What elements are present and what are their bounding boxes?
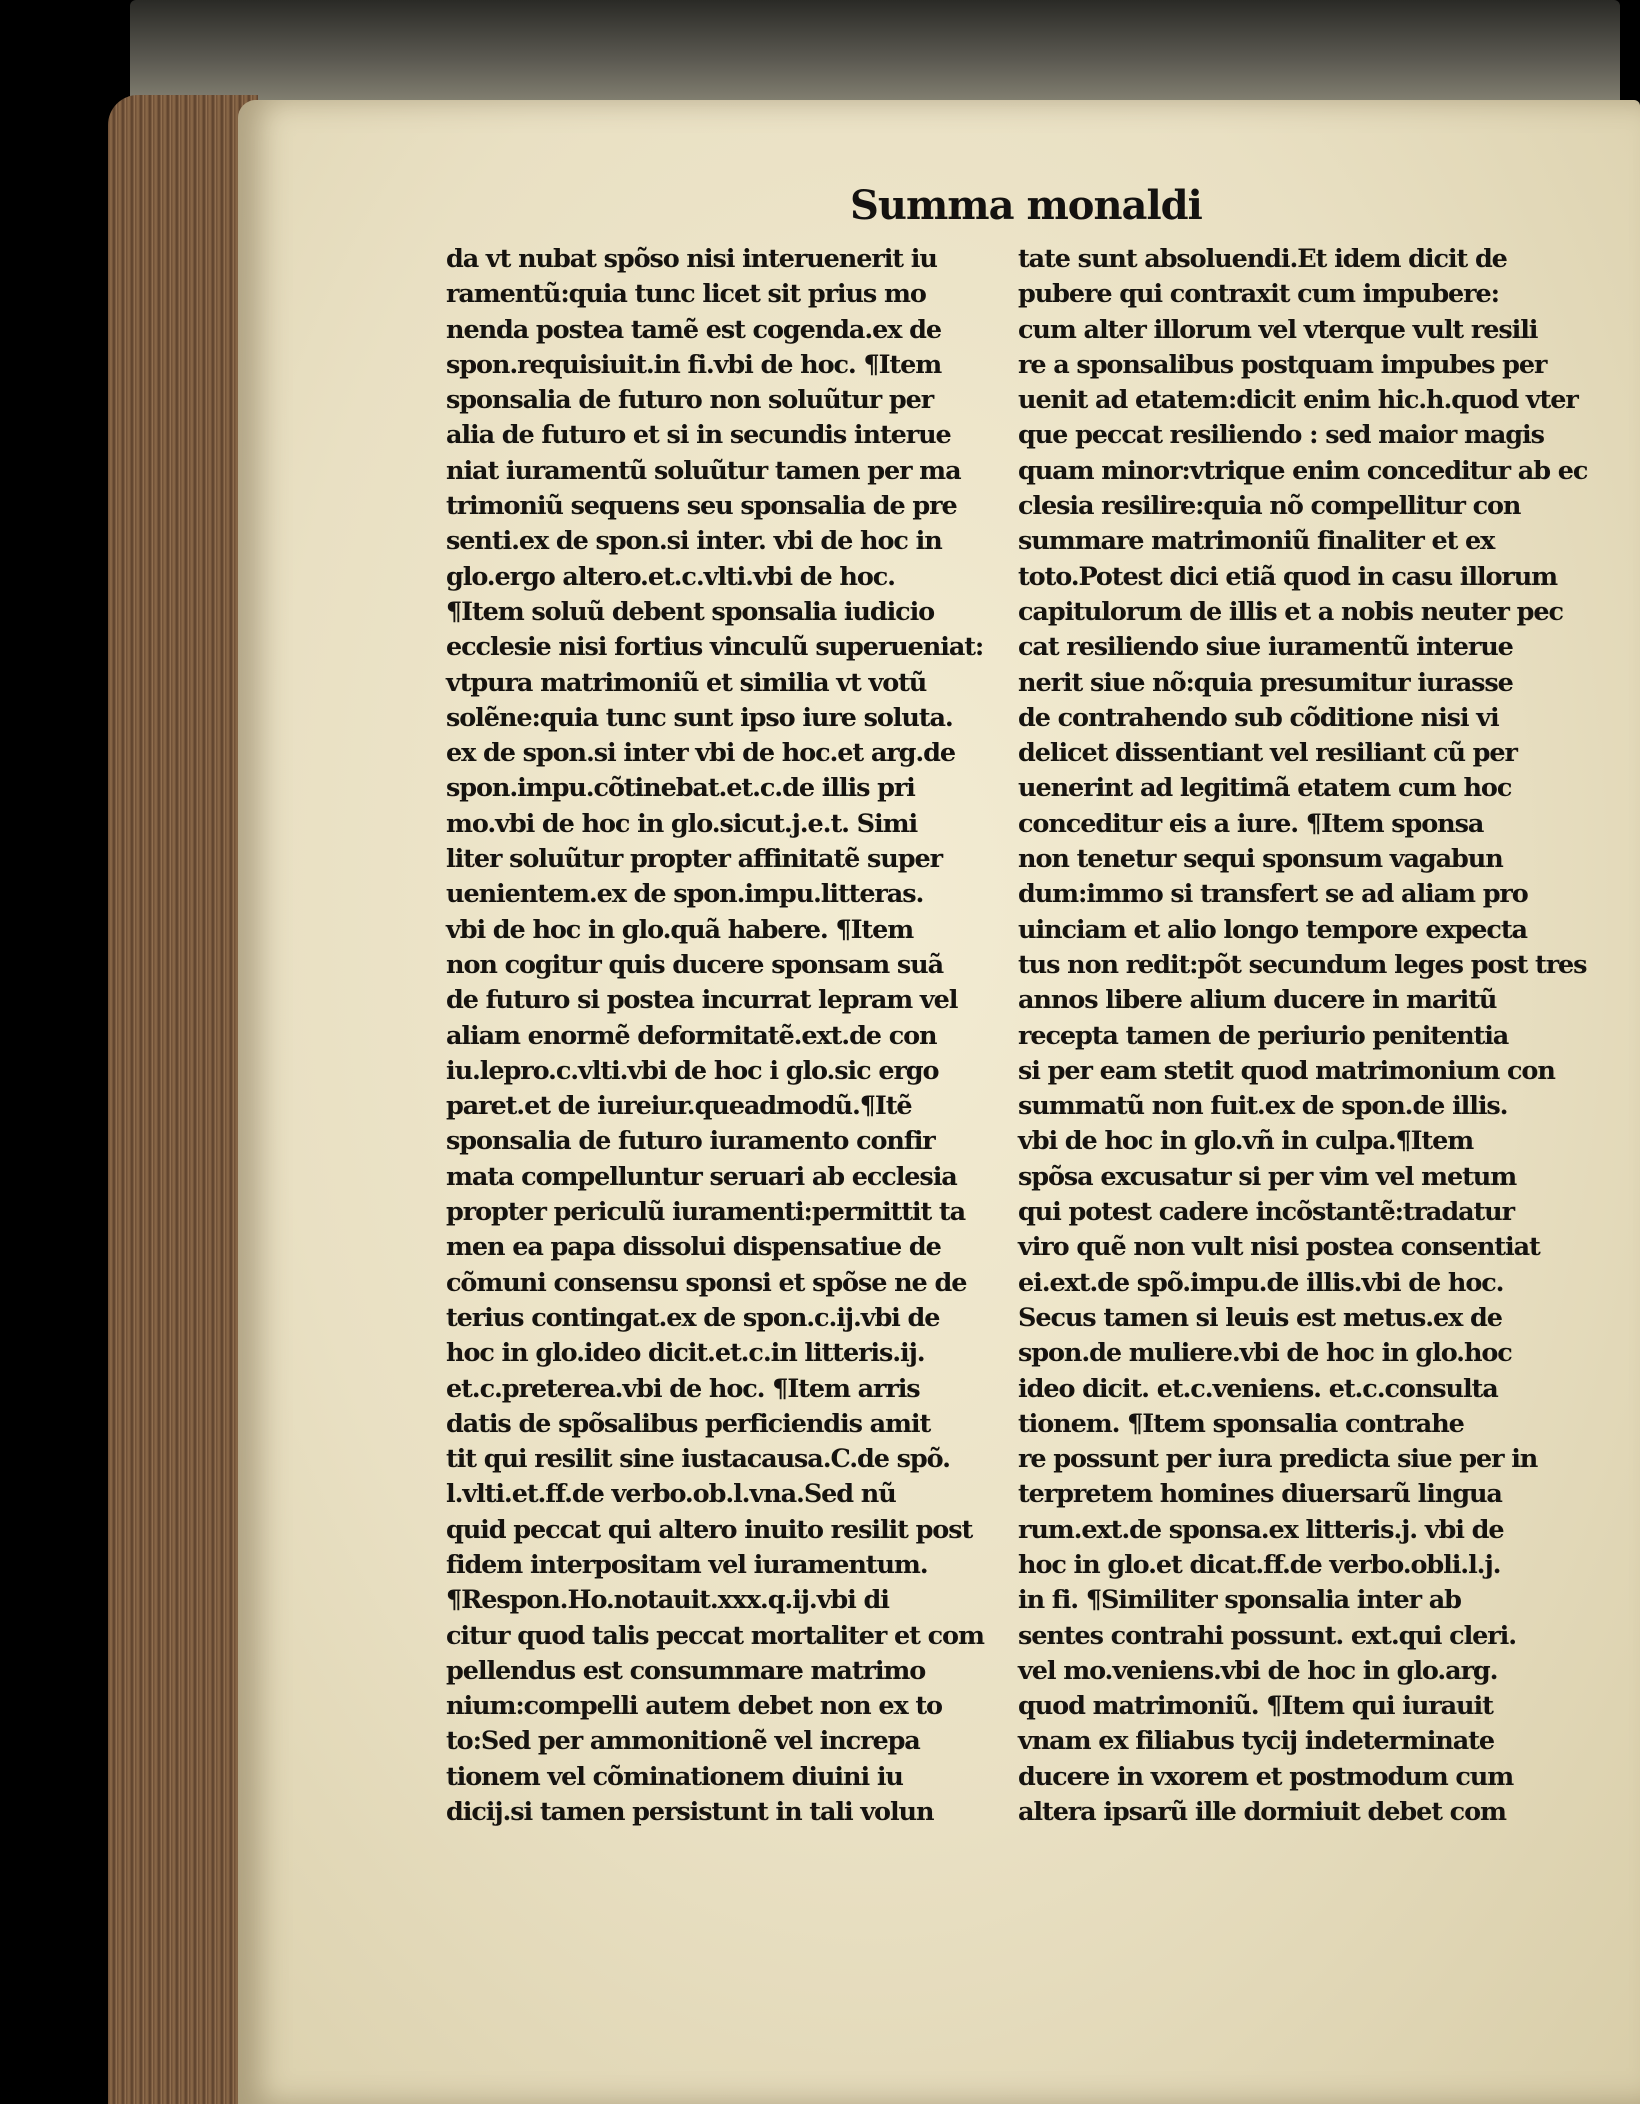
text-line: cat resiliendo siue iuramentũ interue — [1018, 632, 1513, 663]
text-line: solẽne:quia tunc sunt ipso iure soluta. — [446, 702, 953, 733]
right-text-column — [1018, 242, 1590, 1828]
text-line: de contrahendo sub cõditione nisi vi — [1018, 702, 1499, 733]
text-line: in fi. ¶Similiter sponsalia inter ab — [1018, 1585, 1461, 1616]
text-line: capitulorum de illis et a nobis neuter pec — [1018, 596, 1563, 627]
text-line: paret.et de iureiur.queadmodũ.¶Itẽ — [446, 1091, 912, 1122]
text-line: altera ipsarũ ille dormiuit debet com — [1018, 1797, 1506, 1828]
text-line: tionem vel cõminationem diuini iu — [446, 1761, 903, 1792]
text-line: l.vlti.et.ff.de verbo.ob.l.vna.Sed nũ — [446, 1479, 896, 1510]
text-line: uenit ad etatem:dicit enim hic.h.quod vter — [1018, 385, 1578, 416]
text-line: tit qui resilit sine iustacausa.C.de spõ. — [446, 1444, 950, 1475]
text-line: nerit siue nõ:quia presumitur iurasse — [1018, 667, 1513, 698]
text-line: to:Sed per ammonitionẽ vel increpa — [446, 1726, 920, 1757]
text-line: uenientem.ex de spon.impu.litteras. — [446, 879, 924, 910]
text-line: men ea papa dissolui dispensatiue de — [446, 1232, 941, 1263]
text-line: summare matrimoniũ finaliter et ex — [1018, 526, 1495, 557]
text-line: sponsalia de futuro non soluũtur per — [446, 385, 934, 416]
text-line: spon.impu.cõtinebat.et.c.de illis pri — [446, 773, 915, 804]
text-line: quam minor:vtrique enim conceditur ab ec — [1018, 455, 1588, 486]
text-line: tate sunt absoluendi.Et idem dicit de — [1018, 244, 1507, 274]
text-line: tionem. ¶Item sponsalia contrahe — [1018, 1408, 1464, 1439]
text-line: iu.lepro.c.vlti.vbi de hoc i glo.sic ergo — [446, 1055, 939, 1086]
text-line: conceditur eis a iure. ¶Item sponsa — [1018, 808, 1484, 839]
text-line: ex de spon.si inter vbi de hoc.et arg.de — [446, 738, 956, 769]
running-title: Summa monaldi — [850, 182, 1202, 229]
text-line: rum.ext.de sponsa.ex litteris.j. vbi de — [1018, 1514, 1504, 1545]
text-line: Secus tamen si leuis est metus.ex de — [1018, 1302, 1502, 1333]
text-line: hoc in glo.ideo dicit.et.c.in litteris.ij. — [446, 1338, 925, 1369]
text-line: niat iuramentũ soluũtur tamen per ma — [446, 455, 961, 486]
text-line: recepta tamen de periurio penitentia — [1018, 1020, 1509, 1051]
text-line: ducere in vxorem et postmodum cum — [1018, 1761, 1514, 1792]
text-line: mata compelluntur seruari ab ecclesia — [446, 1161, 957, 1192]
text-line: ramentũ:quia tunc licet sit prius mo — [446, 279, 926, 310]
text-line: summatũ non fuit.ex de spon.de illis. — [1018, 1091, 1508, 1122]
text-line: citur quod talis peccat mortaliter et com — [446, 1620, 984, 1651]
text-line: si per eam stetit quod matrimonium con — [1018, 1055, 1555, 1086]
text-line: terpretem homines diuersarũ lingua — [1018, 1479, 1502, 1510]
text-line: cõmuni consensu sponsi et spõse ne de — [446, 1267, 967, 1298]
text-line: liter soluũtur propter affinitatẽ super — [446, 844, 942, 875]
text-line: sponsalia de futuro iuramento confir — [446, 1126, 935, 1157]
text-line: hoc in glo.et dicat.ff.de verbo.obli.l.j. — [1018, 1549, 1501, 1580]
text-line: da vt nubat spõso nisi interuenerit iu — [446, 244, 937, 274]
text-line: aliam enormẽ deformitatẽ.ext.de con — [446, 1020, 937, 1051]
text-line: re a sponsalibus postquam impubes per — [1018, 349, 1547, 380]
text-line: terius contingat.ex de spon.c.ij.vbi de — [446, 1302, 940, 1333]
text-line: ¶Respon.Ho.notauit.xxx.q.ij.vbi di — [446, 1585, 889, 1616]
text-line: re possunt per iura predicta siue per in — [1018, 1444, 1538, 1475]
text-line: trimoniũ sequens seu sponsalia de pre — [446, 491, 957, 522]
text-line: vnam ex filiabus tycij indeterminate — [1018, 1726, 1494, 1757]
text-line: dum:immo si transfert se ad aliam pro — [1018, 879, 1528, 910]
book-top-edge — [130, 0, 1620, 110]
text-line: toto.Potest dici etiã quod in casu illorum — [1018, 561, 1558, 592]
text-line: de futuro si postea incurrat lepram vel — [446, 985, 958, 1016]
text-line: spon.de muliere.vbi de hoc in glo.hoc — [1018, 1338, 1512, 1369]
book-page-edges — [108, 95, 258, 2104]
text-line: propter periculũ iuramenti:permittit ta — [446, 1197, 966, 1228]
text-line: ei.ext.de spõ.impu.de illis.vbi de hoc. — [1018, 1267, 1504, 1298]
text-line: clesia resilire:quia nõ compellitur con — [1018, 491, 1521, 522]
text-line: cum alter illorum vel vterque vult resili — [1018, 314, 1538, 345]
text-line: que peccat resiliendo : sed maior magis — [1018, 420, 1544, 451]
text-line: ideo dicit. et.c.veniens. et.c.consulta — [1018, 1373, 1498, 1404]
text-line: viro quẽ non vult nisi postea consentiat — [1018, 1232, 1540, 1263]
text-line: uenerint ad legitimã etatem cum hoc — [1018, 773, 1512, 804]
text-line: datis de spõsalibus perficiendis amit — [446, 1408, 931, 1439]
text-line: spõsa excusatur si per vim vel metum — [1018, 1161, 1517, 1192]
text-line: nenda postea tamẽ est cogenda.ex de — [446, 314, 941, 345]
text-line: senti.ex de spon.si inter. vbi de hoc in — [446, 526, 942, 557]
text-line: quid peccat qui altero inuito resilit post — [446, 1514, 973, 1545]
text-line: pellendus est consummare matrimo — [446, 1655, 926, 1686]
text-line: uinciam et alio longo tempore expecta — [1018, 914, 1527, 945]
text-line: tus non redit:põt secundum leges post tres — [1018, 949, 1587, 980]
text-line: non cogitur quis ducere sponsam suã — [446, 949, 943, 980]
text-line: quod matrimoniũ. ¶Item qui iurauit — [1018, 1691, 1493, 1722]
text-line: ecclesie nisi fortius vinculũ superueniat: — [446, 632, 984, 663]
text-line: delicet dissentiant vel resiliant cũ per — [1018, 738, 1517, 769]
left-text-column — [446, 242, 994, 1828]
text-line: alia de futuro et si in secundis interue — [446, 420, 951, 451]
text-line: vtpura matrimoniũ et similia vt votũ — [446, 667, 927, 698]
text-line: vbi de hoc in glo.vñ in culpa.¶Item — [1018, 1126, 1474, 1157]
text-line: pubere qui contraxit cum impubere: — [1018, 279, 1499, 310]
text-line: glo.ergo altero.et.c.vlti.vbi de hoc. — [446, 561, 895, 592]
text-line: spon.requisiuit.in fi.vbi de hoc. ¶Item — [446, 349, 942, 380]
text-line: non tenetur sequi sponsum vagabun — [1018, 844, 1503, 875]
text-line: nium:compelli autem debet non ex to — [446, 1691, 942, 1722]
text-line: vel mo.veniens.vbi de hoc in glo.arg. — [1018, 1655, 1498, 1686]
text-line: vbi de hoc in glo.quã habere. ¶Item — [446, 914, 914, 945]
text-line: ¶Item soluũ debent sponsalia iudicio — [446, 596, 935, 627]
text-line: et.c.preterea.vbi de hoc. ¶Item arris — [446, 1373, 920, 1404]
text-line: fidem interpositam vel iuramentum. — [446, 1549, 928, 1580]
text-line: annos libere alium ducere in maritũ — [1018, 985, 1497, 1016]
text-line: mo.vbi de hoc in glo.sicut.j.e.t. Simi — [446, 808, 918, 839]
text-line: qui potest cadere incõstantẽ:tradatur — [1018, 1197, 1514, 1228]
text-line: dicij.si tamen persistunt in tali volun — [446, 1797, 934, 1828]
text-line: sentes contrahi possunt. ext.qui cleri. — [1018, 1620, 1516, 1651]
